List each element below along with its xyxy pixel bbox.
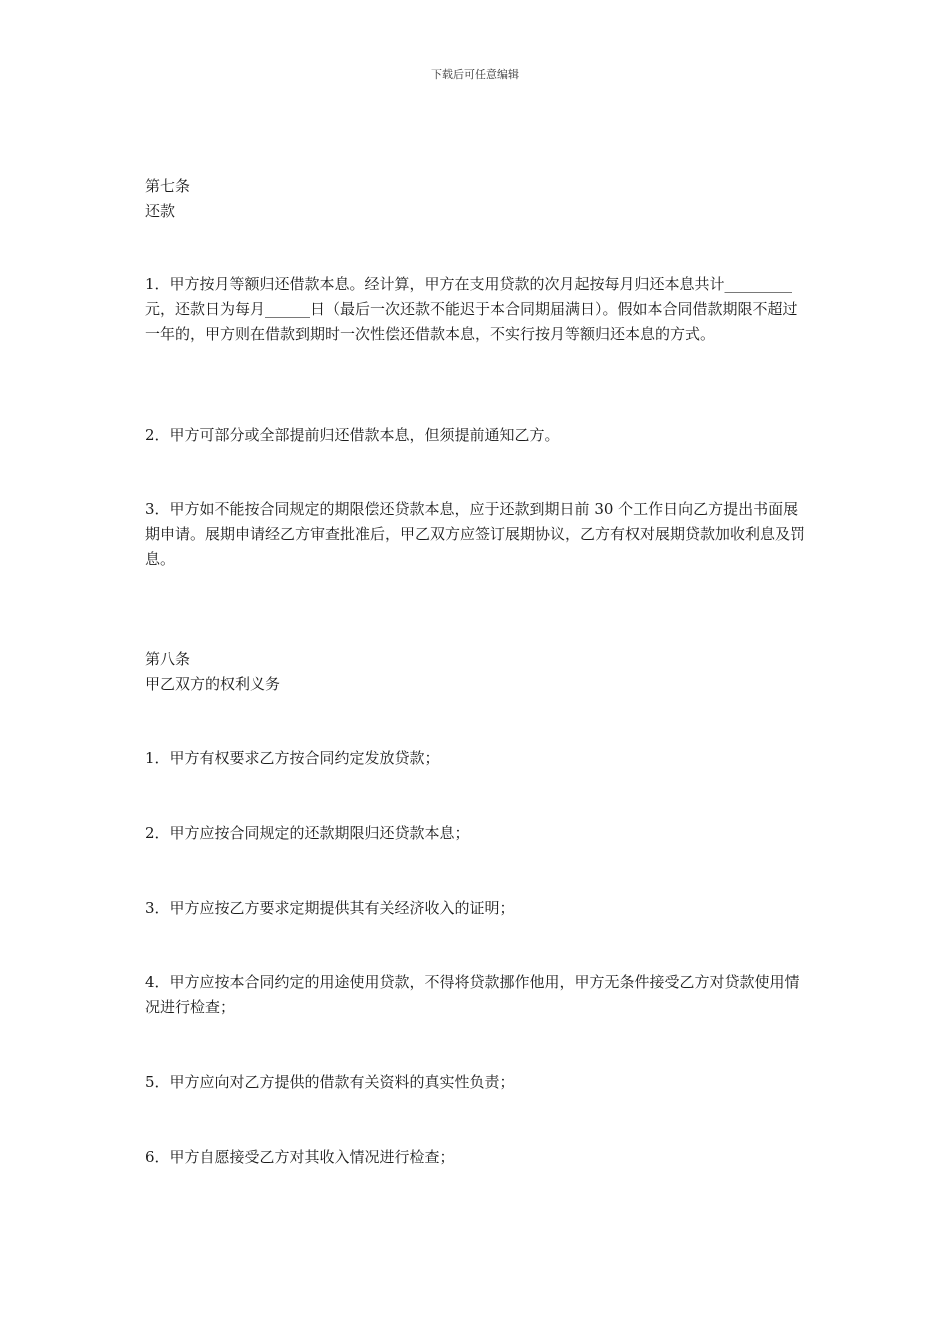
article-8-heading [145,647,810,697]
paragraph: 1．甲方按月等额归还借款本息。经计算，甲方在支用贷款的次月起按每月归还本息共计_________元，还款日为每月______日（最后一次还款不能迟于本合同期届满日）。假如本合同借款期限不超过一年的，甲方则在借款到期时一次性偿还借款本息，不实行按月等额归还本息的方式。 [145,275,798,343]
paragraph: 1．甲方有权要求乙方按合同约定发放贷款； [145,749,440,767]
paragraph: 4．甲方应按本合同约定的用途使用贷款，不得将贷款挪作他用，甲方无条件接受乙方对贷款使用情况进行检查； [145,973,800,1016]
paragraph: 5．甲方应向对乙方提供的借款有关资料的真实性负责； [145,1073,515,1091]
article-title: 还款 [145,202,176,220]
paragraph: 6．甲方自愿接受乙方对其收入情况进行检查； [145,1148,455,1166]
paragraph: 3．甲方如不能按合同规定的期限偿还贷款本息，应于还款到期日前 30 个工作日向乙方提出书面展期申请。展期申请经乙方审查批准后，甲乙双方应签订展期协议，乙方有权对展期贷款加收利息及罚息。 [145,500,806,568]
page-header-note: 下载后可任意编辑 [431,68,519,81]
paragraph: 2．甲方应按合同规定的还款期限归还贷款本息； [145,824,470,842]
article-number: 第七条 [145,177,191,195]
article-number: 第八条 [145,650,191,668]
paragraph: 2．甲方可部分或全部提前归还借款本息，但须提前通知乙方。 [145,426,560,444]
paragraph: 3．甲方应按乙方要求定期提供其有关经济收入的证明； [145,899,515,917]
article-title: 甲乙双方的权利义务 [145,675,281,693]
article-7-heading [145,174,810,224]
